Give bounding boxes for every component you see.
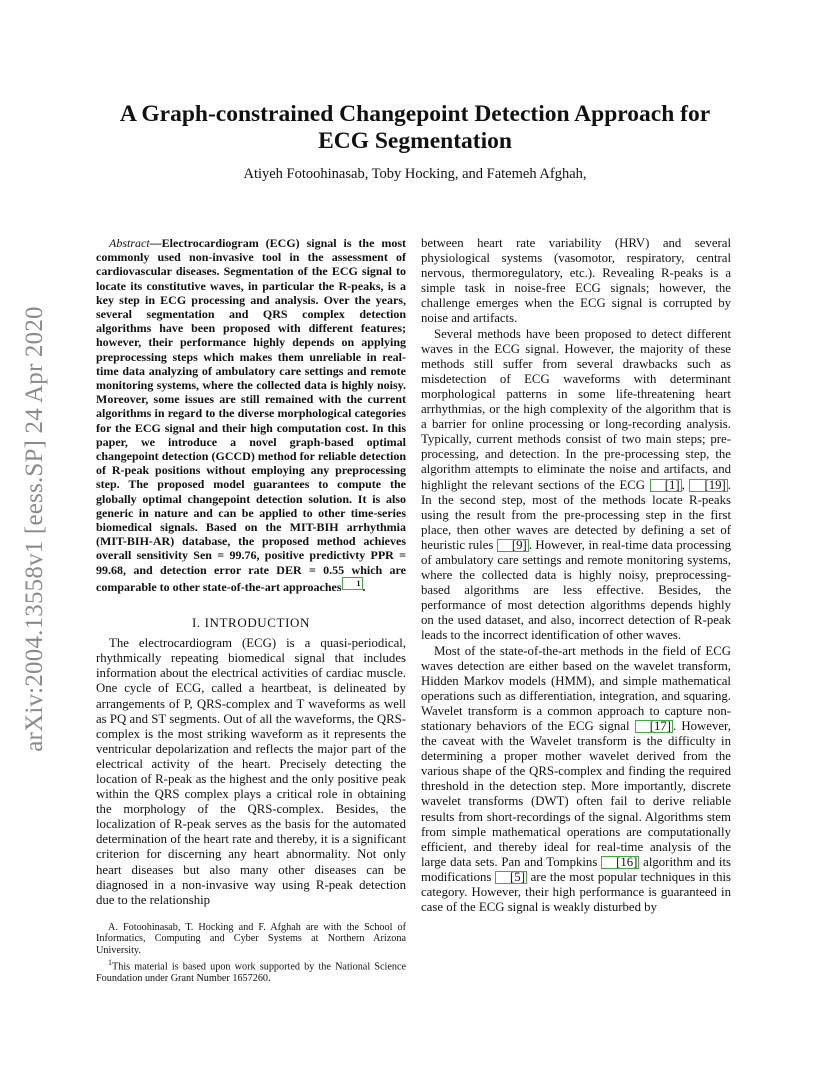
citation-link-17[interactable]: [17] bbox=[635, 720, 673, 733]
abstract bbox=[96, 236, 406, 594]
title-line-1: A Graph-constrained Changepoint Detection Approach for bbox=[119, 101, 711, 127]
right-p2-text-b: . In the second step, most of the methods locate R-peaks using the result from the pre-processing step in the first place, then other waves are detected by defining a set of heuristic rules bbox=[421, 477, 731, 552]
right-p3-text-a: Most of the state-of-the-art methods in the field of ECG waves detection are either based on the wavelet transform, Hidden Markov models (HMM), and simple mathematical operations such as differentiation, integration, and squaring. Wavelet transform is a common approach to capture non-stationary behaviors of the ECG signal bbox=[421, 643, 731, 733]
footnote-grant-mark: 1 bbox=[108, 957, 112, 967]
intro-paragraph-1: The electrocardiogram (ECG) is a quasi-periodical, rhythmically repeating biomedical signal that includes information about the electrical activities of cardiac muscle. One cycle of ECG, called a heartbeat, is delineated by arrangements of P, QRS-complex and T waveforms as well as PQ and ST segments. Out of all the waveforms, the QRS-complex is the most striking waveform as it represents the ventricular depolarization and reflects the major part of the electrical activity of the heart. Precisely detecting the location of R-peak as the highest and the only positive peak within the QRS complex plays a critical role in obtaining the morphology of the QRS-complex. Besides, the localization of R-peak serves as the basis for the automated determination of the heart rate and thereby, it is a significant criterion for discerning any heart abnormality. Not only heart diseases but also many other diseases can be diagnosed in a non-invasive way using R-peak detection due to the relationship bbox=[96, 636, 406, 907]
citation-separator: , bbox=[681, 477, 690, 492]
paper-title bbox=[80, 101, 750, 155]
right-p2-text-c: . However, in real-time data processing of ambulatory care settings and remote monitoring systems, where the collected data is highly noisy, preprocessing-based algorithms are less effective. Besides, the performance of most detection algorithms depends highly on the used dataset, and also, incorrect detection of R-peak leads to the incorrect identification of other waves. bbox=[421, 537, 731, 643]
abstract-footnote-mark[interactable]: 1 bbox=[342, 577, 363, 590]
right-paragraph-2 bbox=[421, 327, 731, 644]
abstract-end: . bbox=[362, 579, 366, 594]
right-paragraph-3 bbox=[421, 644, 731, 916]
citation-link-5[interactable]: [5] bbox=[495, 871, 527, 884]
right-p3-text-d: are the most popular techniques in this category. However, their high performance is guaranteed in case of the ECG signal is weakly disturbed by bbox=[421, 869, 732, 915]
right-p2-text-a: Several methods have been proposed to detect different waves in the ECG signal. However, the majority of these methods still suffer from several drawbacks such as misdetection of ECG waveforms with determinant morphological patterns in some life-threatening heart arrhythmias, or the high complexity of the algorithm that is a barrier for online processing or long-recording analysis. Typically, current methods consist of two main steps; pre-processing, and detection. In the pre-processing step, the algorithm attempts to eliminate the noise and artifacts, and highlight the relevant sections of the ECG bbox=[421, 326, 731, 492]
right-p3-text-c: algorithm and its modifications bbox=[421, 854, 731, 884]
abstract-label: Abstract bbox=[109, 236, 150, 250]
right-column bbox=[421, 236, 731, 915]
arxiv-stamp-text: arXiv:2004.13558v1 [eess.SP] 24 Apr 2020 bbox=[21, 306, 48, 752]
citation-link-9[interactable]: [9] bbox=[497, 539, 529, 552]
citation-link-19[interactable]: [19] bbox=[689, 479, 727, 492]
citation-link-16[interactable]: [16] bbox=[601, 856, 639, 869]
footnote-spacer bbox=[96, 908, 406, 922]
footnote-grant bbox=[96, 957, 406, 985]
left-column bbox=[96, 236, 406, 984]
title-line-2: ECG Segmentation bbox=[318, 128, 512, 154]
footnote-affiliation: A. Fotoohinasab, T. Hocking and F. Afghah are with the School of Informatics, Computing and Cyber Systems at Northern Arizona University. bbox=[96, 921, 406, 957]
right-paragraph-1: between heart rate variability (HRV) and several physiological systems (vasomotor, respiratory, central nervous, thermoregulatory, etc.). Revealing R-peaks is a simple task in noise-free ECG signals; however, the challenge emerges when the ECG signal is corrupted by noise and artifacts. bbox=[421, 236, 731, 326]
right-p3-text-b: . However, the caveat with the Wavelet transform is the difficulty in determining a proper mother wavelet derived from the various shape of the QRS-complex and finding the required threshold in the detection step. More importantly, discrete wavelet transforms (DWT) often fail to derive reliable results from short-recordings of the signal. Algorithms stem from simple mathematical operations are computationally efficient, and thereby ideal for real-time analysis of the large data sets. Pan and Tompkins bbox=[421, 719, 731, 869]
arxiv-stamp bbox=[18, 284, 52, 774]
abstract-text: —Electrocardiogram (ECG) signal is the most commonly used non-invasive tool in the assessment of cardiovascular diseases. Segmentation of the ECG signal to locate its constitutive waves, in particular the R-peaks, is a key step in ECG processing and analysis. Over the years, several segmentation and QRS complex detection algorithms have been proposed with different features; however, their performance highly depends on applying preprocessing steps which makes them unreliable in real-time data analyzing of ambulatory care settings and remote monitoring systems, where the collected data is highly noisy. Moreover, some issues are still remained with the current algorithms in regard to the diverse morphological categories for the ECG signal and their high computation cost. In this paper, we introduce a novel graph-based optimal changepoint detection (GCCD) method for reliable detection of R-peak positions without employing any preprocessing step. The proposed model guarantees to compute the globally optimal changepoint detection solution. It is also generic in nature and can be applied to other time-series biomedical signals. Based on the MIT-BIH arrhythmia (MIT-BIH-AR) database, the proposed method achieves overall sensitivity Sen = 99.76, positive predictivty PPR = 99.68, and detection error rate DER = 0.55 which are comparable to other state-of-the-art approaches bbox=[96, 236, 406, 594]
citation-link-1[interactable]: [1] bbox=[650, 479, 682, 492]
author-list: Atiyeh Fotoohinasab, Toby Hocking, and Fatemeh Afghah, bbox=[243, 166, 587, 182]
section-heading: I. INTRODUCTION bbox=[191, 615, 311, 631]
footnote-grant-text: This material is based upon work supported by the National Science Foundation under Grant Number 1657260. bbox=[96, 961, 406, 984]
